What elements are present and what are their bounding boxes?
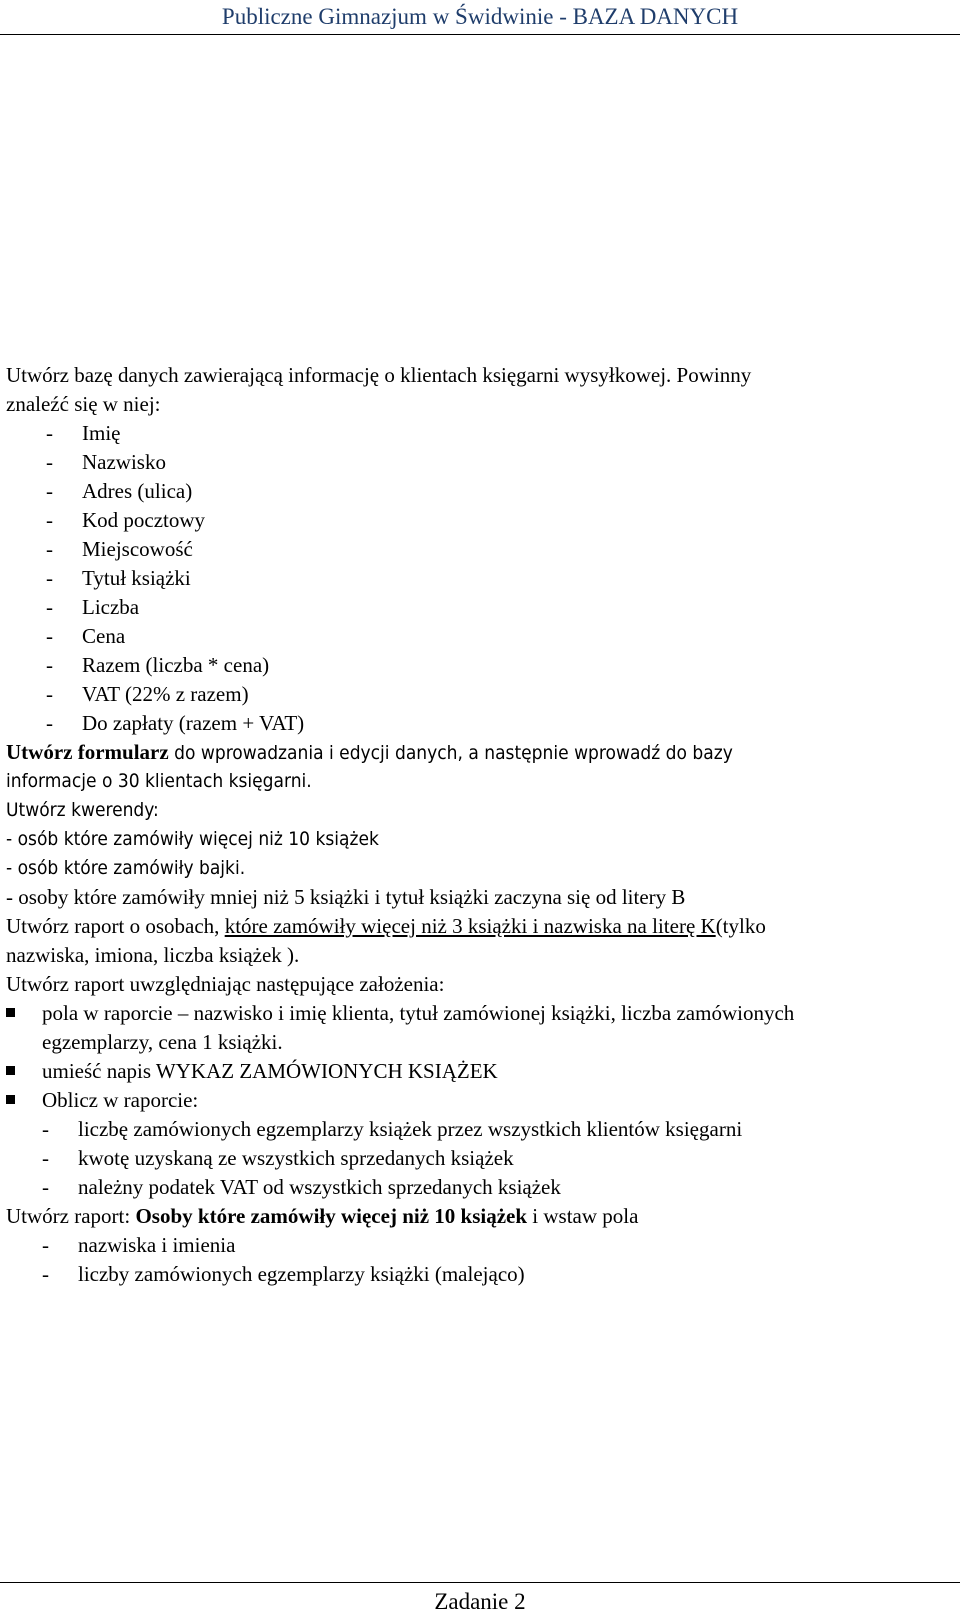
report2-bullet: pola w raporcie – nazwisko i imię klienta, tytuł zamówionej książki, liczba zamówionych	[6, 999, 951, 1028]
query-item: - osób które zamówiły bajki.	[6, 857, 246, 879]
report3-line: Utwórz raport: Osoby które zamówiły więcej niż 10 książek i wstaw pola	[6, 1204, 639, 1228]
query-item: - osoby które zamówiły mniej niż 5 książki i tytuł książki zaczyna się od litery B	[6, 885, 686, 909]
calc-item: - należny podatek VAT od wszystkich sprzedanych książek	[42, 1175, 561, 1199]
header-title: Publiczne Gimnazjum w Świdwinie - BAZA DANYCH	[221, 4, 739, 29]
page-header	[0, 0, 960, 35]
report2-bullet: Oblicz w raporcie:	[6, 1086, 951, 1115]
report2-bullet: umieść napis WYKAZ ZAMÓWIONYCH KSIĄŻEK	[6, 1057, 951, 1086]
task-content	[6, 361, 951, 1289]
field-item: - VAT (22% z razem)	[46, 682, 249, 706]
field-item: - Kod pocztowy	[46, 508, 206, 532]
report2-bullet-continuation: egzemplarzy, cena 1 książki.	[42, 1030, 283, 1054]
report3-item: - nazwiska i imienia	[42, 1233, 236, 1257]
field-item: - Cena	[46, 624, 126, 648]
query-item: - osób które zamówiły więcej niż 10 książek	[6, 828, 379, 850]
field-item: - Miejscowość	[46, 537, 193, 561]
intro-line-2: znaleźć się w niej:	[6, 392, 161, 416]
form-instruction-line-2: informacje o 30 klientach księgarni.	[6, 770, 312, 792]
field-item: - Do zapłaty (razem + VAT)	[46, 711, 305, 735]
report3-item: - liczby zamówionych egzemplarzy książki (malejąco)	[42, 1262, 525, 1286]
form-instruction: Utwórz formularz do wprowadzania i edycji danych, a następnie wprowadź do bazy	[6, 740, 733, 764]
field-item: - Adres (ulica)	[46, 479, 193, 503]
calc-item: - liczbę zamówionych egzemplarzy książek przez wszystkich klientów księgarni	[42, 1117, 743, 1141]
field-item: - Razem (liczba * cena)	[46, 653, 270, 677]
report1-line-1: Utwórz raport o osobach, które zamówiły więcej niż 3 książki i nazwiska na literę K(tylko	[6, 914, 766, 938]
square-bullet-icon	[6, 1095, 15, 1104]
field-item: - Imię	[46, 421, 121, 445]
page-footer	[0, 1582, 960, 1618]
report1-line-2: nazwiska, imiona, liczba książek ).	[6, 943, 300, 967]
queries-heading: Utwórz kwerendy:	[6, 799, 159, 821]
fields-list	[6, 419, 951, 738]
report2-heading: Utwórz raport uwzględniając następujące założenia:	[6, 972, 445, 996]
calc-item: - kwotę uzyskaną ze wszystkich sprzedanych książek	[42, 1146, 514, 1170]
square-bullet-icon	[6, 1066, 15, 1075]
intro-line-1: Utwórz bazę danych zawierającą informację o klientach księgarni wysyłkowej. Powinny	[6, 363, 752, 387]
field-item: - Liczba	[46, 595, 140, 619]
square-bullet-icon	[6, 1008, 15, 1017]
footer-text: Zadanie 2	[434, 1589, 526, 1614]
field-item: - Tytuł książki	[46, 566, 191, 590]
field-item: - Nazwisko	[46, 450, 166, 474]
